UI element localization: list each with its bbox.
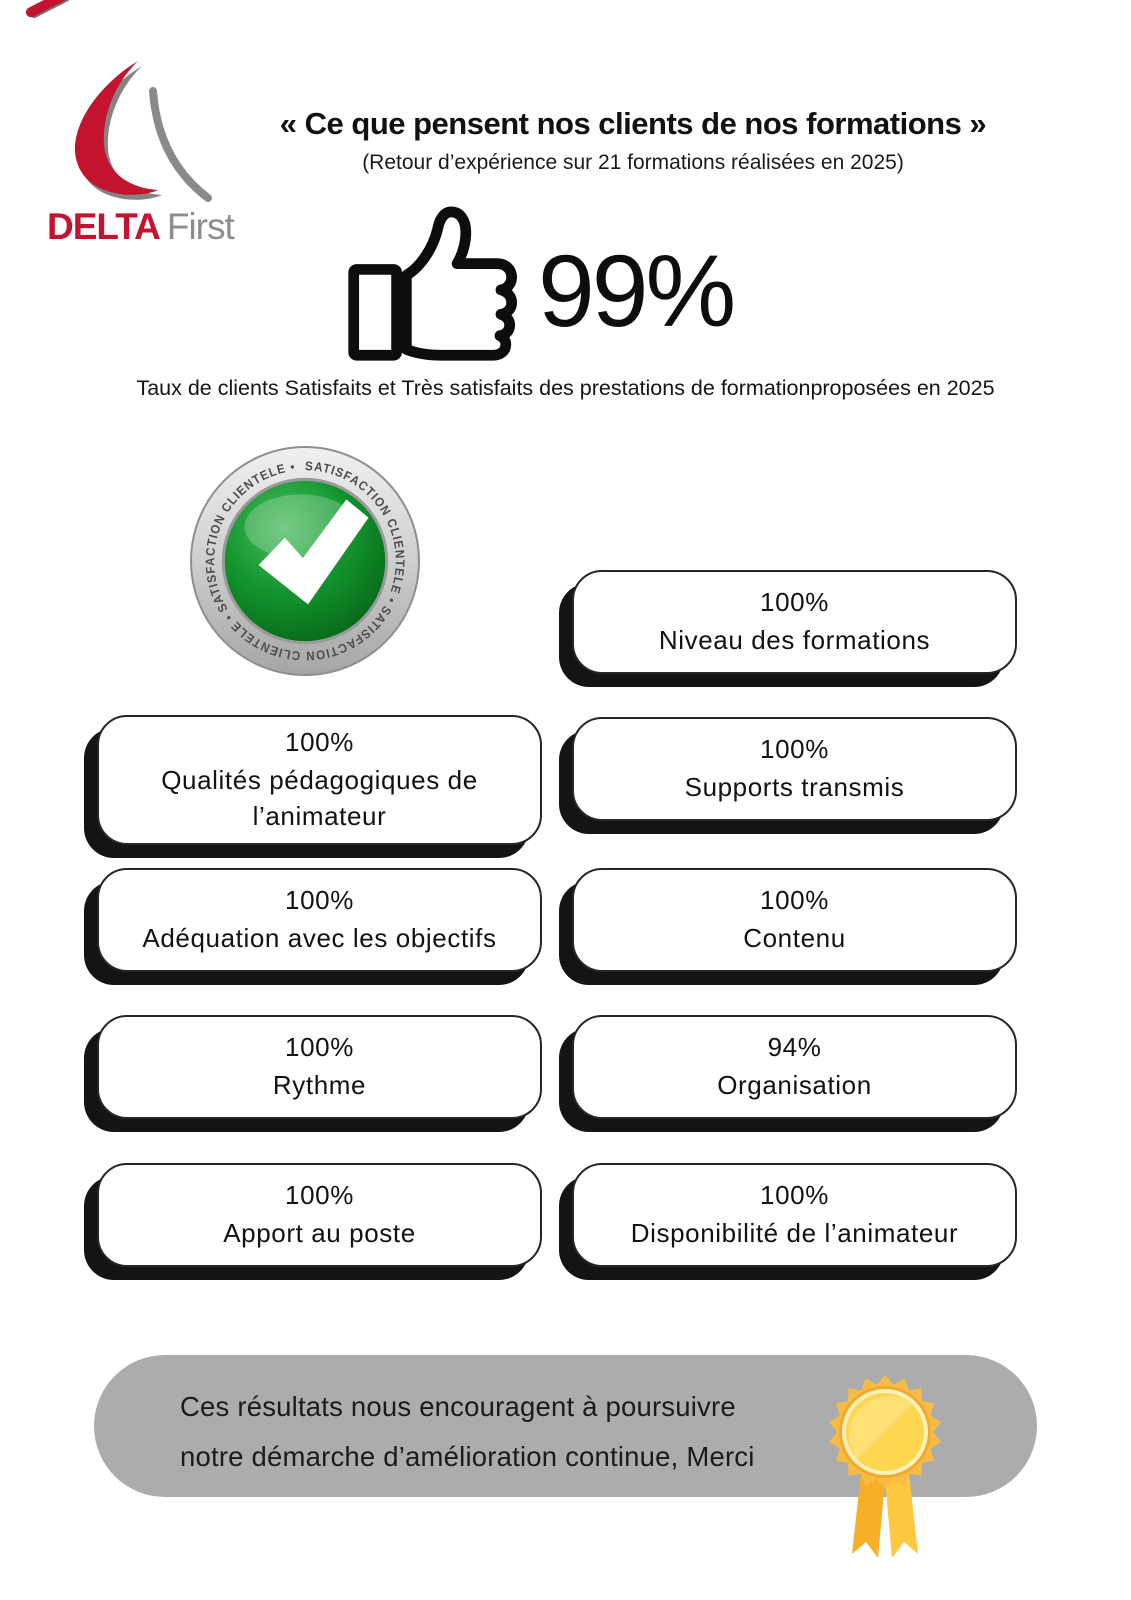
stat-box-disponibilite-animateur	[572, 1163, 1017, 1267]
stat-value: 100%	[285, 1032, 354, 1063]
stat-label: Organisation	[717, 1070, 872, 1100]
stat-label: Niveau des formations	[658, 625, 931, 655]
stat-value: 100%	[285, 885, 354, 916]
footer-message-line2: notre démarche d’amélioration continue, Merci	[180, 1441, 755, 1472]
stat-value: 100%	[760, 885, 829, 916]
stat-value: 94%	[767, 1032, 822, 1063]
stat-box-rythme	[97, 1015, 542, 1119]
stat-box-contenu	[572, 868, 1017, 972]
stat-label: Qualités pédagogiques de l’animateur	[161, 764, 478, 831]
stat-box-qualites-pedagogiques	[97, 715, 542, 845]
stat-label: Rythme	[272, 1070, 367, 1100]
logo-wordmark	[47, 206, 234, 248]
stat-label: Contenu	[743, 923, 846, 953]
score-caption: Taux de clients Satisfaits et Très satisfaits des prestations de formationproposées en 2025	[136, 376, 995, 400]
thumbs-up-icon	[342, 202, 537, 370]
stat-box-apport-au-poste	[97, 1163, 542, 1267]
satisfaction-badge-icon	[188, 444, 422, 678]
corner-red-mark	[24, 0, 70, 19]
score-value: 99%	[538, 234, 734, 348]
logo-wordmark-secondary: First	[166, 206, 234, 247]
award-ribbon-icon	[826, 1366, 944, 1564]
logo-wordmark-primary: DELTA	[47, 206, 160, 247]
badge-ring-text: SATISFACTION CLIENTELE • SATISFACTION CLIENTELE • SATISFACTION CLIENTELE •	[203, 459, 407, 663]
stat-box-adequation-objectifs	[97, 868, 542, 972]
stat-value: 100%	[285, 727, 354, 757]
page-subtitle: (Retour d’expérience sur 21 formations réalisées en 2025)	[362, 151, 904, 174]
stat-label: Disponibilité de l’animateur	[630, 1218, 959, 1248]
stat-box-supports-transmis	[572, 717, 1017, 821]
stat-label: Adéquation avec les objectifs	[142, 923, 497, 953]
footer-message	[180, 1382, 755, 1482]
header	[166, 106, 1100, 175]
stat-label: Apport au poste	[223, 1218, 416, 1248]
stat-value: 100%	[760, 1180, 829, 1211]
stat-value: 100%	[285, 1180, 354, 1211]
stat-label: Supports transmis	[684, 772, 905, 802]
stat-box-organisation	[572, 1015, 1017, 1119]
footer-message-line1: Ces résultats nous encouragent à poursuivre	[180, 1391, 736, 1422]
stat-box-niveau-des-formations	[572, 570, 1017, 674]
stat-value: 100%	[760, 587, 829, 618]
page-title: « Ce que pensent nos clients de nos formations »	[279, 106, 987, 141]
stat-value: 100%	[760, 734, 829, 765]
